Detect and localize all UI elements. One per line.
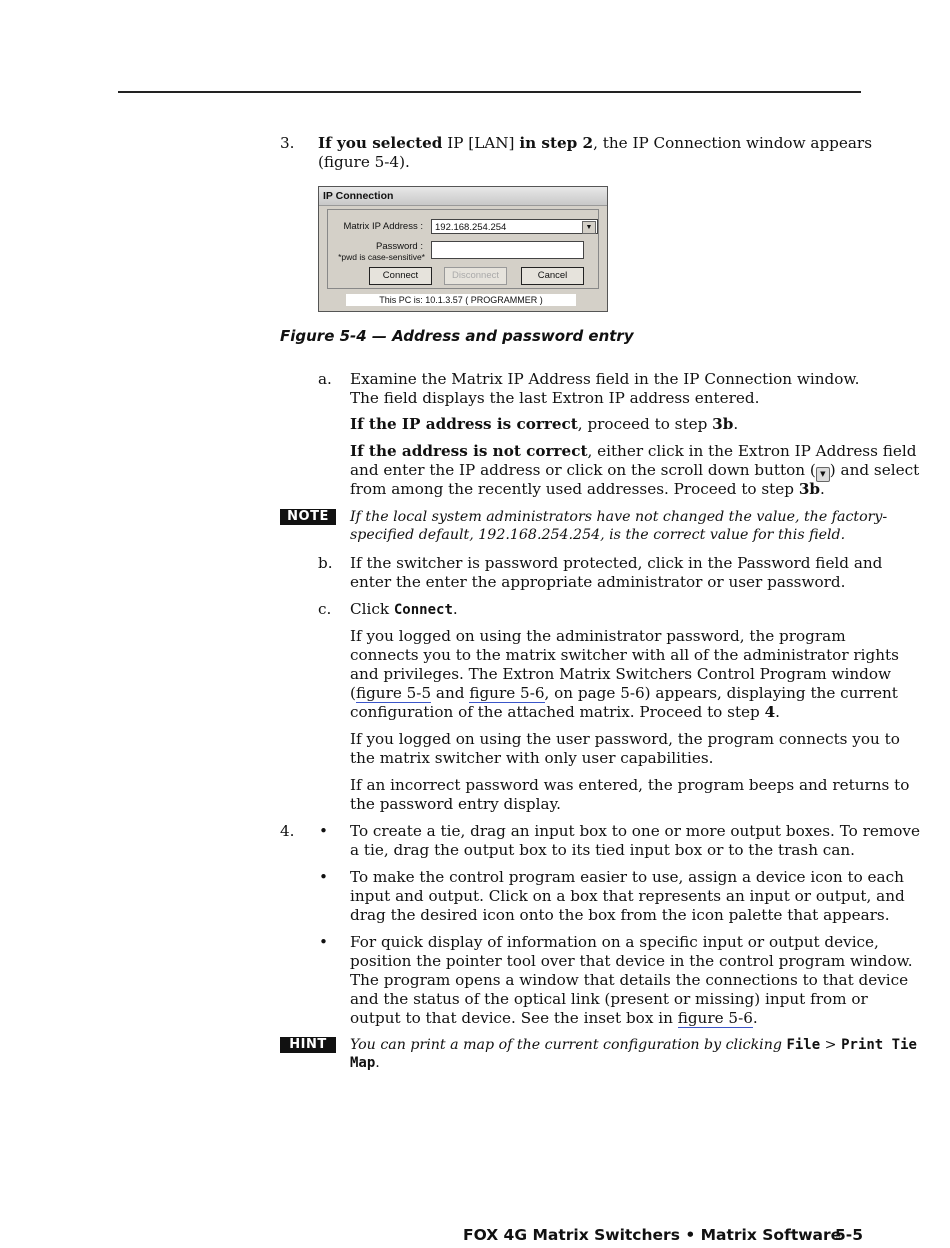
c-admin-line3: and privileges. The Extron Matrix Switchers Control Program window (350, 665, 892, 683)
step4-b2-line2: input and output. Click on a box that represents an input or output, and (350, 887, 905, 905)
c-user-line1: If you logged on using the user password, the program connects you to (350, 730, 900, 748)
step4-b1-line1: To create a tie, drag an input box to one or more output boxes. To remove (350, 822, 920, 840)
bullet-1: • (319, 822, 328, 840)
disconnect-button[interactable]: Disconnect (444, 267, 507, 285)
step4-b3-line3: The program opens a window that details the connections to that device (350, 971, 909, 989)
c-admin-line4: (figure 5-5 and figure 5-6, on page 5-6) appears, displaying the current (350, 684, 898, 702)
cancel-button[interactable]: Cancel (521, 267, 584, 285)
c-incorrect-line1: If an incorrect password was entered, the program beeps and returns to (350, 776, 910, 794)
a-line1: Examine the Matrix IP Address field in the IP Connection window. (350, 370, 860, 388)
dropdown-arrow-icon[interactable]: ▼ (582, 221, 596, 234)
bullet-2: • (319, 868, 328, 886)
a-correct-paragraph: If the IP address is correct, proceed to step 3b. (350, 415, 739, 433)
c-user-line2: the matrix switcher with only user capabilities. (350, 749, 714, 767)
scroll-down-icon: ▼ (816, 467, 830, 482)
footer-title: FOX 4G Matrix Switchers • Matrix Software (463, 1226, 842, 1244)
step4-b2-line3: drag the desired icon onto the box from the icon palette that appears. (350, 906, 890, 924)
b-line2: enter the enter the appropriate administrator or user password. (350, 573, 846, 591)
header-rule (118, 91, 861, 93)
dialog-title: IP Connection (319, 187, 607, 206)
note-badge: NOTE (280, 509, 336, 525)
step4-b3-line1: For quick display of information on a specific input or output device, (350, 933, 879, 951)
substep-letter-c: c. (318, 600, 332, 618)
a-incorrect-line1: If the address is not correct, either click in the Extron IP Address field (350, 442, 917, 460)
c-admin-line1: If you logged on using the administrator password, the program (350, 627, 846, 645)
figure-5-6-link[interactable]: figure 5-6 (469, 684, 545, 702)
ip-address-field[interactable] (431, 219, 598, 234)
step3-line2: (figure 5-4). (318, 153, 410, 171)
password-label: Password : (376, 241, 423, 252)
ip-address-value: 192.168.254.254 (435, 222, 507, 233)
bullet-3: • (319, 933, 328, 951)
a-incorrect-line3: from among the recently used addresses. Proceed to step 3b. (350, 480, 825, 498)
step4-b3-line5: output to that device. See the inset box in figure 5-6. (350, 1009, 758, 1027)
note-line1: If the local system administrators have not changed the value, the factory- (350, 509, 888, 525)
password-case-note: *pwd is case-sensitive* (338, 252, 425, 262)
substep-letter-a: a. (318, 370, 332, 388)
c-incorrect-line2: the password entry display. (350, 795, 561, 813)
status-bar: This PC is: 10.1.3.57 ( PROGRAMMER ) (346, 294, 576, 306)
ip-connection-dialog (318, 186, 608, 312)
c-admin-line5: configuration of the attached matrix. Proceed to step 4. (350, 703, 780, 721)
step-number-4: 4. (280, 822, 295, 840)
c-admin-line2: connects you to the matrix switcher with all of the administrator rights (350, 646, 899, 664)
ip-address-label: Matrix IP Address : (343, 221, 423, 232)
step4-b3-line2: position the pointer tool over that device in the control program window. (350, 952, 913, 970)
step4-b3-line4: and the status of the optical link (present or missing) input from or (350, 990, 868, 1008)
password-field[interactable] (431, 241, 584, 259)
step3-line1: If you selected IP [LAN] in step 2, the IP Connection window appears (318, 134, 872, 152)
step-number-3: 3. (280, 134, 295, 152)
figure-caption: Figure 5-4 — Address and password entry (280, 327, 634, 345)
figure-5-6-inset-link[interactable]: figure 5-6 (677, 1009, 753, 1027)
connect-button[interactable]: Connect (369, 267, 432, 285)
step4-b2-line1: To make the control program easier to use, assign a device icon to each (350, 868, 904, 886)
hint-line1: You can print a map of the current configuration by clicking File > Print Tie (350, 1037, 917, 1053)
figure-5-5-link[interactable]: figure 5-5 (355, 684, 432, 702)
hint-line2: Map. (350, 1055, 380, 1071)
substep-letter-b: b. (318, 554, 333, 572)
page-number: 5-5 (835, 1226, 864, 1244)
step4-b1-line2: a tie, drag the output box to its tied input box or to the trash can. (350, 841, 855, 859)
b-line1: If the switcher is password protected, click in the Password field and (350, 554, 883, 572)
a-incorrect-line2: and enter the IP address or click on the scroll down button ( ▼ ) and select (350, 461, 919, 482)
c-click-line: Click Connect. (350, 600, 458, 618)
note-line2: specified default, 192.168.254.254, is the correct value for this field. (350, 527, 846, 543)
hint-badge: HINT (280, 1037, 336, 1053)
a-line2: The field displays the last Extron IP address entered. (350, 389, 760, 407)
dialog-group-box (327, 209, 599, 289)
